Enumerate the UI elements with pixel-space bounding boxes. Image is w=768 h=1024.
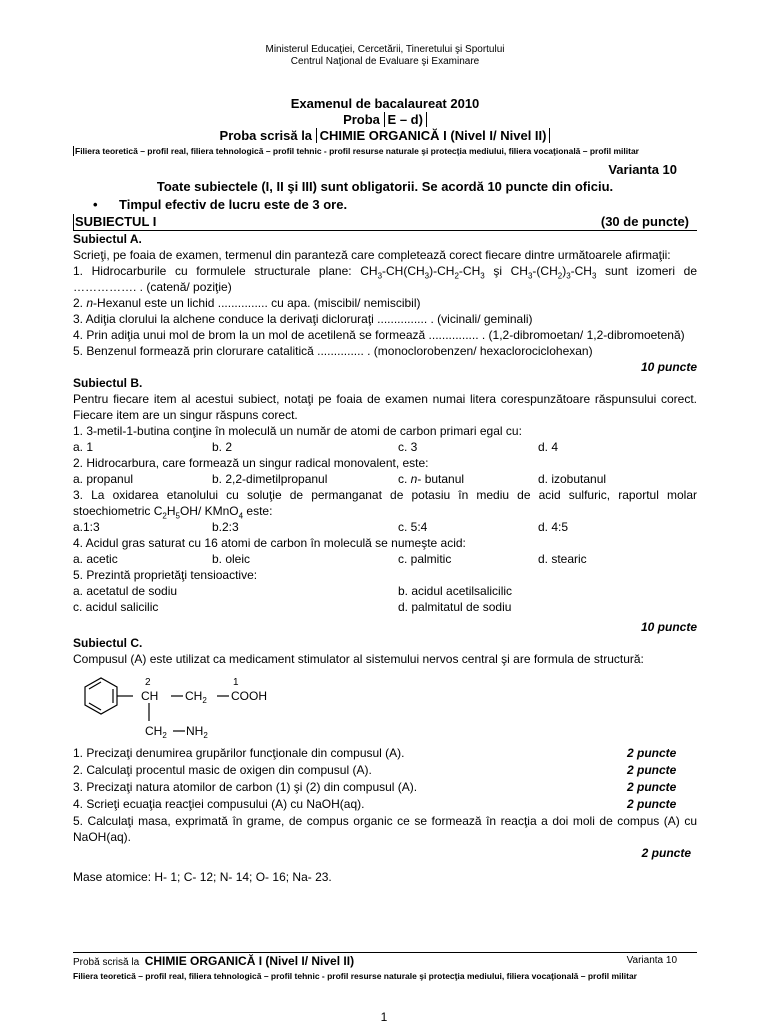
section-header	[73, 214, 697, 231]
footer-variant: Varianta 10	[626, 955, 677, 966]
subject-c-q2: 2. Calculaţi procentul masic de oxigen din compusul (A). 2 puncte	[73, 763, 677, 777]
subject-c-title: Subiectul C.	[73, 636, 143, 650]
option: c. palmitic	[398, 552, 452, 566]
option: a. acetic	[73, 552, 118, 566]
time-note: • Timpul efectiv de lucru este de 3 ore.	[93, 197, 348, 212]
page-footer	[73, 952, 697, 981]
option: c. n- butanul	[398, 472, 465, 486]
option: d. 4	[538, 440, 559, 454]
option: d. izobutanul	[538, 472, 607, 486]
footer-line	[73, 953, 697, 971]
subject-b-q1: 1. 3-metil-1-butina conţine în moleculă un număr de atomi de carbon primari egal cu:	[73, 424, 522, 438]
structural-formula	[73, 667, 697, 745]
subject-a-title: Subiectul A.	[73, 232, 142, 246]
footer-branch: Filiera teoretică – profil real, filiera tehnologică – profil tehnic - profil resurse naturale şi protecţia mediului, filiera vocaţională – profil militar	[73, 971, 637, 981]
option: c. 3	[398, 440, 418, 454]
cooh-group: COOH	[231, 689, 267, 703]
subject-c-q5: 5. Calculaţi masa, exprimată în grame, de compus organic ce se formează în reacţia a doi moli de compus (A) cu NaOH(aq).	[73, 814, 697, 844]
structure-svg	[73, 667, 353, 745]
exam-page	[73, 40, 697, 885]
option: b. 2	[212, 440, 233, 454]
subject-b-q4: 4. Acidul gras saturat cu 16 atomi de carbon în moleculă se numeşte acid:	[73, 536, 466, 550]
section-points: (30 de puncte)	[600, 214, 689, 229]
nh2-group: $NH_2$	[186, 724, 208, 740]
written-line: Proba scrisă la CHIMIE ORGANICĂ I (Nivel I/ Nivel II)	[73, 128, 697, 144]
ch2-amine-group: $CH_2$	[145, 724, 167, 740]
subject-b-title: Subiectul B.	[73, 376, 143, 390]
footer-prefix: Probă scrisă la	[73, 957, 140, 968]
option: b. 2,2-dimetilpropanul	[212, 472, 328, 486]
carbon-label-2: 2	[145, 677, 151, 688]
proba-line: Proba E – d)	[73, 112, 697, 128]
subject-b-q5: 5. Prezintă proprietăţi tensioactive:	[73, 568, 258, 582]
subject-a-q5: 5. Benzenul formează prin clorurare catalitică .............. . (monoclorobenzen/ hexaclorociclohexan)	[73, 344, 593, 358]
subject-a-points: 10 puncte	[640, 360, 697, 374]
subject-b-q1-options	[73, 439, 697, 455]
page-number: 1	[380, 1010, 388, 1024]
subject-b-q2-options	[73, 471, 697, 487]
subject-a-q2: 2. n-Hexanul este un lichid ............... cu apa. (miscibil/ nemiscibil)	[73, 296, 421, 310]
option: d. palmitatul de sodiu	[398, 600, 512, 614]
subject-c-q1: 1. Precizaţi denumirea grupărilor funcţionale din compusul (A). 2 puncte	[73, 746, 677, 760]
option: b. oleic	[212, 552, 251, 566]
center-name: Centrul Naţional de Evaluare şi Examinare	[290, 56, 480, 67]
subject-b-points: 10 puncte	[640, 620, 697, 634]
option: b.2:3	[212, 520, 239, 534]
ministry-header	[73, 44, 697, 68]
variant-label: Varianta 10	[608, 162, 677, 177]
atomic-masses: Mase atomice: H- 1; C- 12; N- 14; O- 16; Na- 23.	[73, 870, 332, 884]
bullet-icon: •	[93, 197, 98, 212]
option: c. acidul salicilic	[73, 600, 159, 614]
subject-c-intro: Compusul (A) este utilizat ca medicament stimulator al sistemului nervos central şi are formula de structură:	[73, 652, 644, 666]
subject-c-q3: 3. Precizaţi natura atomilor de carbon (1) şi (2) din compusul (A). 2 puncte	[73, 780, 677, 794]
footer-subject: CHIMIE ORGANICĂ I (Nivel I/ Nivel II)	[144, 954, 355, 968]
subject-b-q3: 3. La oxidarea etanolului cu soluţie de permanganat de potasiu în mediu de acid sulfuric, raportul molar stoechiometric $C_2H_5OH/$ KMnO$_4$ este:	[73, 488, 697, 521]
section-title: SUBIECTUL I	[75, 214, 157, 229]
subject-a-q1: 1. Hidrocarburile cu formulele structurale plane: $CH_3-CH(CH_3)-CH_2-CH_3$ şi $CH_3-(CH_2)_3-CH_3$ sunt izomeri de ……………. . (catenă/ poziţie)	[73, 264, 698, 294]
exam-name: Examenul de bacalaureat 2010	[290, 96, 480, 111]
subject-name: CHIMIE ORGANICĂ I (Nivel I/ Nivel II)	[316, 128, 551, 143]
option: c. 5:4	[398, 520, 428, 534]
ch2-group: $CH_2$	[185, 689, 207, 705]
option: a. propanul	[73, 472, 134, 486]
subject-c-q5-points: 2 puncte	[641, 846, 691, 860]
subject-a-q3: 3. Adiţia clorului la alchene conduce la derivaţi dicloruraţi ............... . (vicinali/ geminali)	[73, 312, 533, 326]
option: d. stearic	[538, 552, 587, 566]
option: a. acetatul de sodiu	[73, 584, 178, 598]
subject-a-intro: Scrieţi, pe foaia de examen, termenul din paranteză care completează corect fiecare dintre următoarele afirmaţii:	[73, 248, 671, 262]
option: d. 4:5	[538, 520, 569, 534]
exam-title-block	[73, 96, 697, 144]
proba-code: E – d)	[384, 112, 427, 127]
branch-text: Filiera teoretică – profil real, filiera tehnologică – profil tehnic - profil resurse naturale şi protecţia mediului, filiera vocaţională – profil militar	[73, 146, 697, 156]
subject-b-q5-options	[73, 583, 697, 615]
subject-a-q4: 4. Prin adiţia unui mol de brom la un mol de acetilenă se formează ............... . (1,2-dibromoetan/ 1,2-dibromoetenă)	[73, 328, 685, 342]
mandatory-note: Toate subiectele (I, II şi III) sunt obligatorii. Se acordă 10 puncte din oficiu.	[156, 179, 614, 194]
option: b. acidul acetilsalicilic	[398, 584, 513, 598]
subject-b-intro: Pentru fiecare item al acestui subiect, notaţi pe foaia de examen numai litera corespunzătoare răspunsului corect. Fiecare item are un singur răspuns corect.	[73, 392, 697, 422]
ministry-name: Ministerul Educaţiei, Cercetării, Tineretului şi Sportului	[265, 44, 505, 55]
option: a.1:3	[73, 520, 100, 534]
carbon-label-1: 1	[233, 677, 239, 688]
subject-c-q4: 4. Scrieţi ecuaţia reacţiei compusului (A) cu NaOH(aq). 2 puncte	[73, 797, 677, 811]
subject-b-q2: 2. Hidrocarbura, care formează un singur radical monovalent, este:	[73, 456, 429, 470]
benzene-ring-icon	[85, 678, 117, 714]
option: a. 1	[73, 440, 94, 454]
subject-b-q3-options	[73, 519, 697, 535]
ch-group: CH	[141, 689, 159, 703]
subject-b-q4-options	[73, 551, 697, 567]
